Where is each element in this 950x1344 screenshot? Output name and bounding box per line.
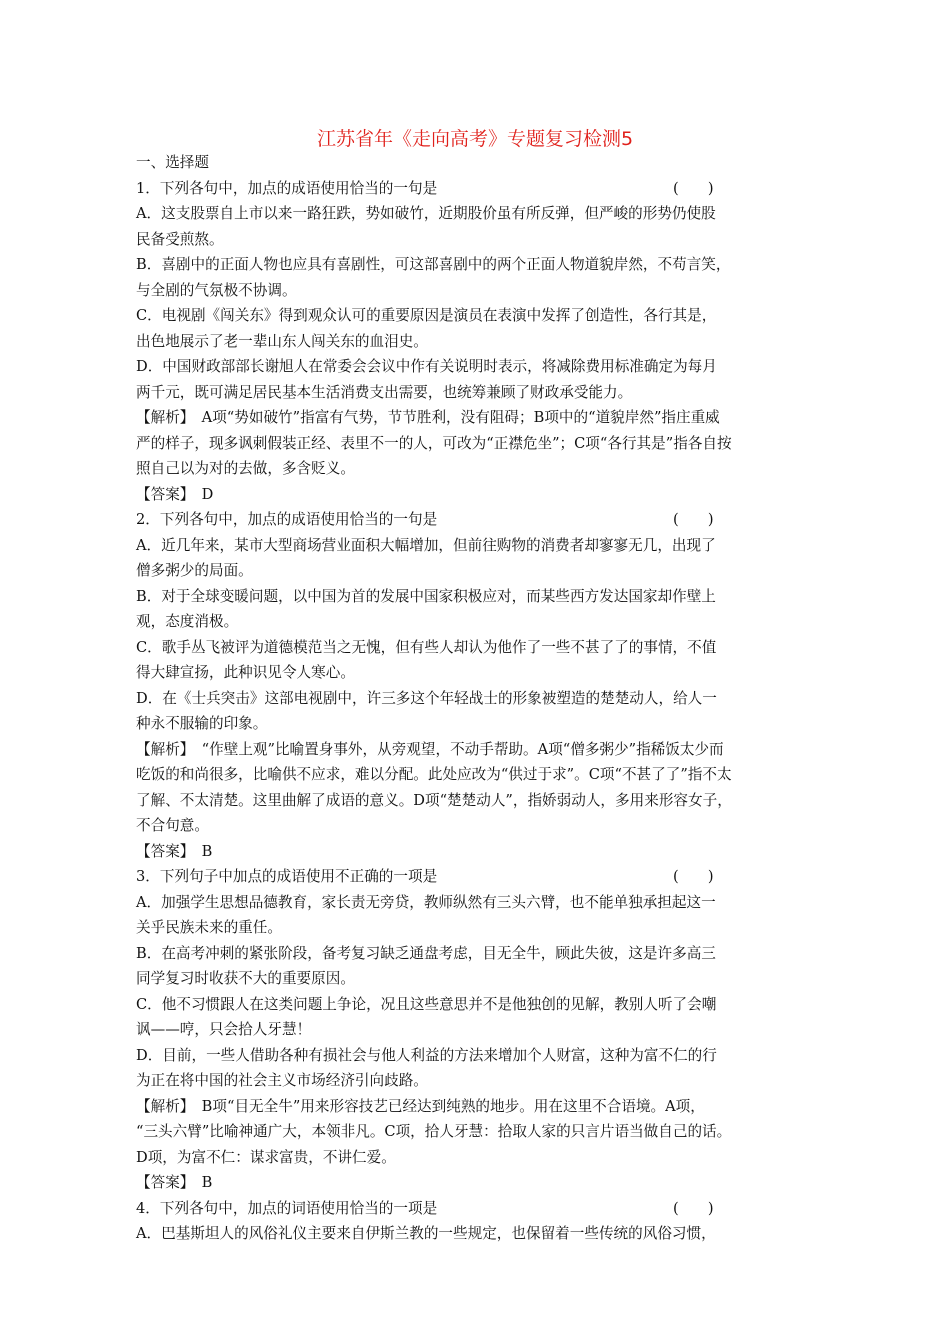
q2-line: C．歌手丛飞被评为道德模范当之无愧，但有些人却认为他作了一些不甚了了的事情，不值 bbox=[136, 638, 717, 656]
q1-line: D．中国财政部部长谢旭人在常委会会议中作有关说明时表示，将减除费用标准确定为每月 bbox=[136, 358, 717, 375]
question-stem-text: 1．下列各句中，加点的成语使用恰当的一句是 bbox=[136, 179, 438, 197]
q4-line: A．巴基斯坦人的风俗礼仪主要来自伊斯兰教的一些规定，也保留着一些传统的风俗习惯， bbox=[136, 1225, 716, 1242]
q1-line: A．这支股票自上市以来一路狂跌，势如破竹，近期股价虽有所反弹，但严峻的形势仍使股 bbox=[136, 205, 716, 222]
question-3-stem bbox=[136, 864, 826, 890]
q2-analysis-line: 【解析】 “作壁上观”比喻置身事外，从旁观望，不动手帮助。A项“僧多粥少”指稀饭太少而 bbox=[136, 740, 724, 758]
question-stem-text: 2．下列各句中，加点的成语使用恰当的一句是 bbox=[136, 511, 438, 528]
q2-line: 得大肆宣扬，此种识见令人寒心。 bbox=[136, 664, 355, 681]
q3-analysis-line: “三头六臂”比喻神通广大，本领非凡。C项，拾人牙慧：拾取人家的只言片语当做自己的话。 bbox=[136, 1123, 732, 1140]
q1-answer: 【答案】 D bbox=[136, 485, 214, 503]
q1-line: C．电视剧《闯关东》得到观众认可的重要原因是演员在表演中发挥了创造性，各行其是， bbox=[136, 307, 717, 324]
question-1-stem bbox=[136, 176, 826, 202]
q3-line: D．目前，一些人借助各种有损社会与他人利益的方法来增加个人财富，这种为富不仁的行 bbox=[136, 1046, 717, 1064]
question-2-stem bbox=[136, 507, 826, 533]
q3-line: A．加强学生思想品德教育，家长责无旁贷，教师纵然有三头六臂，也不能单独承担起这一 bbox=[136, 893, 716, 911]
q3-line: B．在高考冲刺的紧张阶段，备考复习缺乏通盘考虑，目无全牛，顾此失彼，这是许多高三 bbox=[136, 944, 716, 962]
q2-line: 观，态度消极。 bbox=[136, 613, 239, 630]
q1-line: B．喜剧中的正面人物也应具有喜剧性，可这部喜剧中的两个正面人物道貌岸然，不苟言笑， bbox=[136, 256, 731, 273]
q1-line: 与全剧的气氛极不协调。 bbox=[136, 281, 297, 299]
answer-blank: ( ) bbox=[673, 511, 714, 528]
q2-answer: 【答案】 B bbox=[136, 842, 213, 860]
q3-line: C．他不习惯跟人在这类问题上争论，况且这些意思并不是他独创的见解，教别人听了会嘲 bbox=[136, 995, 717, 1013]
q2-analysis-line: 了解、不太清楚。这里曲解了成语的意义。D项“楚楚动人”，指娇弱动人，多用来形容女子， bbox=[136, 791, 732, 809]
q3-line: 同学复习时收获不大的重要原因。 bbox=[136, 970, 355, 987]
q3-line: 讽——哼，只会拾人牙慧！ bbox=[136, 1021, 312, 1038]
q2-line: 僧多粥少的局面。 bbox=[136, 562, 253, 579]
q2-line: D．在《士兵突击》这部电视剧中，许三多这个年轻战士的形象被塑造的楚楚动人，给人一 bbox=[136, 689, 717, 707]
q1-line: 民备受煎熬。 bbox=[136, 230, 224, 248]
answer-blank: ( ) bbox=[673, 179, 714, 197]
q2-analysis-line: 吃饭的和尚很多，比喻供不应求，难以分配。此处应改为“供过于求”。C项“不甚了了”指不太 bbox=[136, 766, 732, 783]
q1-analysis-line: 【解析】 A项“势如破竹”指富有气势，节节胜利，没有阻碍；B项中的“道貌岸然”指庄重威 bbox=[136, 409, 720, 426]
q3-line: 为正在将中国的社会主义市场经济引向歧路。 bbox=[136, 1072, 428, 1089]
page-title: 江苏省年《走向高考》专题复习检测5 bbox=[316, 128, 634, 150]
q3-analysis-line: 【解析】 B项“目无全牛”用来形容技艺已经达到纯熟的地步。用在这里不合语境。A项， bbox=[136, 1097, 705, 1115]
q1-line: 两千元，既可满足居民基本生活消费支出需要，也统筹兼顾了财政承受能力。 bbox=[136, 383, 633, 401]
document-body bbox=[136, 150, 826, 1247]
question-4-stem bbox=[136, 1196, 826, 1222]
q3-analysis-line: D项，为富不仁：谋求富贵，不讲仁爱。 bbox=[136, 1148, 396, 1166]
answer-blank: ( ) bbox=[673, 1199, 714, 1217]
question-stem-text: 4．下列各句中，加点的词语使用恰当的一项是 bbox=[136, 1199, 438, 1217]
q3-answer: 【答案】 B bbox=[136, 1174, 213, 1191]
answer-blank: ( ) bbox=[673, 868, 714, 885]
q2-line: B．对于全球变暖问题，以中国为首的发展中国家积极应对，而某些西方发达国家却作壁上 bbox=[136, 587, 716, 605]
section-heading: 一、选择题 bbox=[136, 154, 209, 171]
q1-analysis-line: 照自己以为对的去做，多含贬义。 bbox=[136, 460, 355, 477]
q1-analysis-line: 严的样子，现多讽刺假装正经、表里不一的人，可改为“正襟危坐”；C项“各行其是”指各自按 bbox=[136, 434, 732, 452]
q2-analysis-line: 不合句意。 bbox=[136, 817, 209, 834]
q2-line: 种永不服输的印象。 bbox=[136, 715, 268, 732]
q3-line: 关乎民族未来的重任。 bbox=[136, 919, 282, 936]
q1-line: 出色地展示了老一辈山东人闯关东的血泪史。 bbox=[136, 332, 428, 350]
q2-line: A．近几年来，某市大型商场营业面积大幅增加，但前往购物的消费者却寥寥无几，出现了 bbox=[136, 536, 716, 554]
question-stem-text: 3．下列句子中加点的成语使用不正确的一项是 bbox=[136, 868, 438, 885]
